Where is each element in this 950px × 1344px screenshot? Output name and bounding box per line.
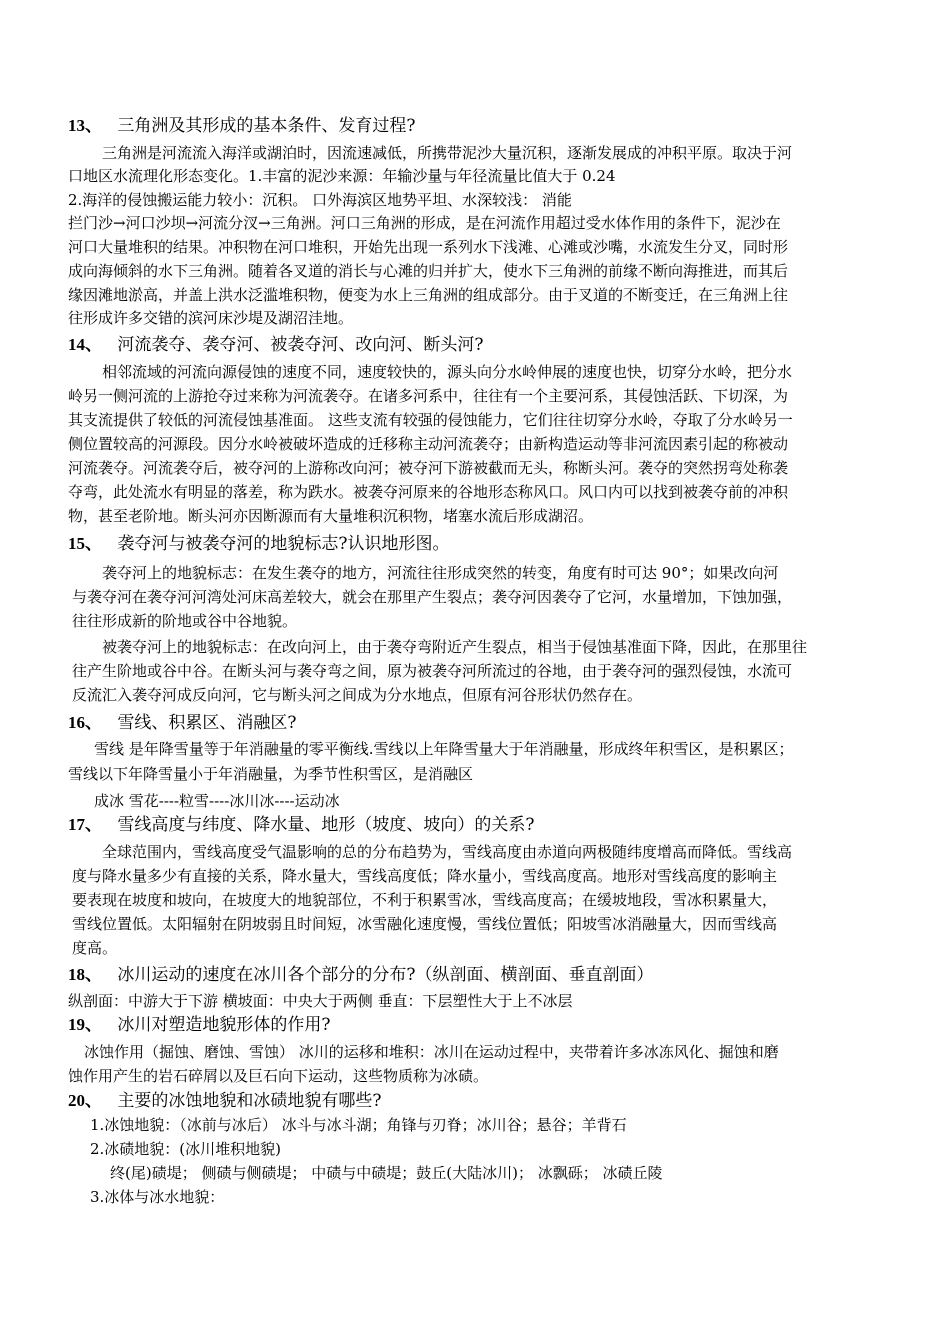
paragraph-line: 相邻流域的河流向源侵蚀的速度不同，速度较快的，源头向分水岭伸展的速度也快，切穿分水岭，把分水 xyxy=(102,363,793,381)
paragraph-line: 蚀作用产生的岩石碎屑以及巨石向下运动，这些物质称为冰碛。 xyxy=(68,1067,489,1085)
paragraph-line: 河口大量堆积的结果。冲积物在河口堆积，开始先出现一系列水下浅滩、心滩或沙嘴，水流发生分叉，同时形 xyxy=(68,238,789,256)
section-title: 冰川对塑造地貌形体的作用? xyxy=(117,1015,331,1035)
paragraph-line: 岭另一侧河流的上游抢夺过来称为河流袭夺。在诸多河系中，往往有一个主要河系，其侵蚀活跃、下切深，为 xyxy=(68,387,789,405)
section-number: 18、 xyxy=(68,965,102,984)
paragraph-line: 袭夺河上的地貌标志：在发生袭夺的地方，河流往往形成突然的转变，角度有时可达 90°；如果改向河 xyxy=(102,564,779,582)
section-16-heading xyxy=(68,711,297,735)
paragraph-line: 往产生阶地或谷中谷。在断头河与袭夺弯之间，原为被袭夺河所流过的谷地，由于袭夺河的强烈侵蚀，水流可 xyxy=(72,662,793,680)
paragraph-line: 河流袭夺。河流袭夺后，被夺河的上游称改向河；被夺河下游被截而无头，称断头河。袭夺的突然拐弯处称袭 xyxy=(68,459,789,477)
section-number: 14、 xyxy=(68,335,102,354)
section-title: 主要的冰蚀地貌和冰碛地貌有哪些? xyxy=(117,1091,382,1111)
section-number: 19、 xyxy=(68,1015,102,1034)
section-title: 雪线高度与纬度、降水量、地形（坡度、坡向）的关系? xyxy=(117,815,535,835)
paragraph-line: 往往形成新的阶地或谷中谷地貌。 xyxy=(72,612,298,630)
list-item: 2.冰碛地貌：(冰川堆积地貌) xyxy=(90,1140,282,1158)
section-title: 河流袭夺、袭夺河、被袭夺河、改向河、断头河? xyxy=(117,335,484,355)
paragraph-line: 纵剖面：中游大于下游 横坡面：中央大于两侧 垂直：下层塑性大于上不冰层 xyxy=(68,992,573,1010)
paragraph-line: 物，甚至老阶地。断头河亦因断源而有大量堆积沉积物，堵塞水流后形成湖沼。 xyxy=(68,507,594,525)
section-15-heading xyxy=(68,532,450,556)
section-title: 冰川运动的速度在冰川各个部分的分布?（纵剖面、横剖面、垂直剖面） xyxy=(117,965,654,985)
paragraph-line: 其支流提供了较低的河流侵蚀基准面。 这些支流有较强的侵蚀能力，它们往往切穿分水岭，夺取了分水岭另一 xyxy=(68,411,793,429)
section-18-heading xyxy=(68,963,654,987)
section-20-heading xyxy=(68,1089,382,1113)
section-number: 17、 xyxy=(68,815,102,834)
paragraph-line: 度与降水量多少有直接的关系，降水量大，雪线高度低；降水量小，雪线高度高。地形对雪线高度的影响主 xyxy=(72,867,778,885)
paragraph-line: 缘因滩地淤高，并盖上洪水泛滥堆积物，便变为水上三角洲的组成部分。由于叉道的不断变迁，在三角洲上往 xyxy=(68,286,789,304)
paragraph-line: 被袭夺河上的地貌标志：在改向河上，由于袭夺弯附近产生裂点，相当于侵蚀基准面下降，因此，在那里往 xyxy=(102,638,808,656)
section-number: 20、 xyxy=(68,1091,102,1110)
paragraph-line: 雪线 是年降雪量等于年消融量的零平衡线.雪线以上年降雪量大于年消融量，形成终年积雪区，是积累区； xyxy=(94,740,794,758)
section-17-heading xyxy=(68,813,535,837)
paragraph-line: 侧位置较高的河源段。因分水岭被破坏造成的迁移称主动河流袭夺；由新构造运动等非河流因素引起的称被动 xyxy=(68,435,789,453)
section-title: 袭夺河与被袭夺河的地貌标志?认识地形图。 xyxy=(117,534,450,554)
list-item: 1.冰蚀地貌：（冰前与冰后） 冰斗与冰斗湖；角锋与刃脊；冰川谷；悬谷；羊背石 xyxy=(90,1116,627,1134)
paragraph-line: 与袭夺河在袭夺河河湾处河床高差较大，就会在那里产生裂点；袭夺河因袭夺了它河，水量增加，下蚀加强， xyxy=(72,588,793,606)
paragraph-line: 雪线位置低。太阳辐射在阴坡弱且时间短，冰雪融化速度慢，雪线位置低；阳坡雪冰消融量大，因而雪线高 xyxy=(72,915,778,933)
paragraph-line: 冰蚀作用（掘蚀、磨蚀、雪蚀） 冰川的运移和堆积：冰川在运动过程中，夹带着许多冰冻风化、掘蚀和磨 xyxy=(84,1043,779,1061)
section-13-heading xyxy=(68,114,416,138)
paragraph-line: 全球范围内，雪线高度受气温影响的总的分布趋势为，雪线高度由赤道向两极随纬度增高而降低。雪线高 xyxy=(102,843,793,861)
section-title: 三角洲及其形成的基本条件、发育过程? xyxy=(117,116,416,136)
paragraph-line: 夺弯，此处流水有明显的落差，称为跌水。被袭夺河原来的谷地形态称风口。风口内可以找到被袭夺前的冲积 xyxy=(68,483,789,501)
paragraph-line: 三角洲是河流流入海洋或湖泊时，因流速减低，所携带泥沙大量沉积，逐渐发展成的冲积平原。取决于河 xyxy=(102,144,793,162)
paragraph-line: 成冰 雪花----粒雪----冰川冰----运动冰 xyxy=(94,792,340,810)
paragraph-line: 往形成许多交错的滨河床沙堤及湖沼洼地。 xyxy=(68,309,354,327)
paragraph-line: 口地区水流理化形态变化。1.丰富的泥沙来源：年输沙量与年径流量比值大于 0.24 xyxy=(68,167,616,185)
list-item: 3.冰体与冰水地貌： xyxy=(90,1188,225,1206)
paragraph-line: 2.海洋的侵蚀搬运能力较小：沉积。 口外海滨区地势平坦、水深较浅： 消能 xyxy=(68,191,572,209)
paragraph-line: 要表现在坡度和坡向，在坡度大的地貌部位，不利于积累雪冰，雪线高度高；在缓坡地段，雪冰积累量大， xyxy=(72,891,778,909)
paragraph-line: 反流汇入袭夺河成反向河，它与断头河之间成为分水地点，但原有河谷形状仍然存在。 xyxy=(72,686,643,704)
section-title: 雪线、积累区、消融区? xyxy=(117,713,297,733)
section-number: 16、 xyxy=(68,713,102,732)
paragraph-line: 拦门沙→河口沙坝→河流分汊→三角洲。河口三角洲的形成，是在河流作用超过受水体作用的条件下，泥沙在 xyxy=(68,214,781,232)
list-item: 终(尾)碛堤； 侧碛与侧碛堤； 中碛与中碛堤；鼓丘(大陆冰川)； 冰飘砾； 冰碛丘陵 xyxy=(110,1164,663,1182)
section-19-heading xyxy=(68,1013,331,1037)
section-number: 13、 xyxy=(68,116,102,135)
paragraph-line: 度高。 xyxy=(72,939,118,957)
paragraph-line: 雪线以下年降雪量小于年消融量，为季节性积雪区，是消融区 xyxy=(68,765,474,783)
section-number: 15、 xyxy=(68,534,102,553)
paragraph-line: 成向海倾斜的水下三角洲。随着各叉道的消长与心滩的归并扩大，使水下三角洲的前缘不断向海推进，而其后 xyxy=(68,262,789,280)
section-14-heading xyxy=(68,333,484,357)
